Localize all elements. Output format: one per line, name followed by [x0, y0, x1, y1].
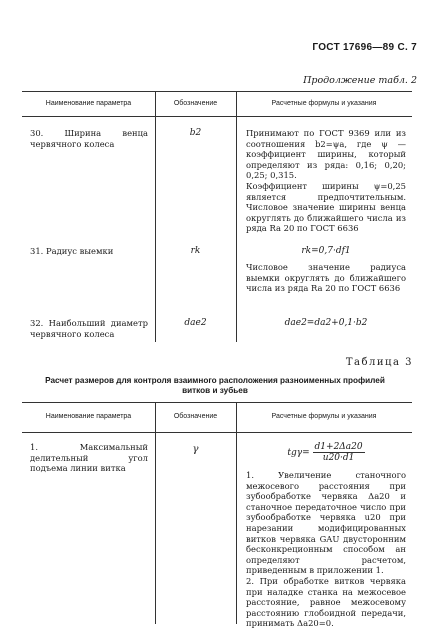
formula-32: dae2=da2+0,1·b2 [284, 318, 368, 328]
continuation-label: Продолжение табл. 2 [303, 75, 417, 86]
t3-text-1: 1. Увеличение станочного межосевого расстояния при зубообработке червяка Δa20 и станочное передаточное число при зубообработке червяка u20 при нарезании модифицированных витков червяка GAU двусторонним бесконкреционным способом ан определяют расчетом, приведенным в приложении 1. 2. При обработке витков червяка при наладке станка на межосевое расстояние, равное межосевому расстоянию глобоидной передачи, принимать Δa20=0. [246, 470, 406, 629]
t3-symbol-1: γ [192, 444, 199, 455]
col-header-formula: Расчетные формулы и указания [271, 100, 377, 107]
symbol-30: b2 [189, 128, 202, 138]
page-header: ГОСТ 17696—89 С. 7 [312, 42, 417, 53]
param-32: 32. Наибольший диаметр червячного колеса [30, 318, 148, 339]
col-header-symbol: Обозначение [173, 100, 218, 107]
formula-31: rk=0,7·df1 [301, 246, 351, 256]
t3-param-1: 1. Максимальный делительный угол подъема линии витка [30, 442, 148, 474]
t3-formula-num: d1+2Δa20 [314, 442, 363, 452]
t3-col-header-formula: Расчетные формулы и указания [271, 413, 377, 420]
table-3-title: Расчет размеров для контроля взаимного расположения разноименных профилей витков и зубьев [45, 376, 385, 395]
param-30: 30. Ширина венца червячного колеса [30, 128, 148, 149]
t3-col-header-param: Наименование параметра [45, 413, 132, 420]
table-3-label: Таблица 3 [345, 357, 413, 368]
col-header-param: Наименование параметра [45, 100, 132, 107]
t3-formula-den: u20·d1 [322, 453, 355, 463]
t3-formula-1 [246, 442, 406, 463]
param-31: 31. Радиус выемки [30, 246, 114, 256]
symbol-32: dae2 [184, 318, 207, 328]
t3-col-header-symbol: Обозначение [173, 413, 218, 420]
symbol-31: rk [190, 246, 201, 256]
t3-formula-fraction [313, 442, 365, 463]
text-31: Числовое значение радиуса выемки округлять до ближайшего числа из ряда Ra 20 по ГОСТ 6636 [246, 262, 406, 294]
t3-formula-lhs: tgγ= [287, 448, 310, 458]
text-30: Принимают по ГОСТ 9369 или из соотношения b2=ψa, где ψ — коэффициент ширины, который определяют из ряда: 0,16; 0,20; 0,25; 0,315. Коэффициент ширины ψ=0,25 является предпочтительным. Числовое значение ширины венца округлять до ближайшего числа из ряда Ra 20 по ГОСТ 6636 [246, 128, 406, 234]
